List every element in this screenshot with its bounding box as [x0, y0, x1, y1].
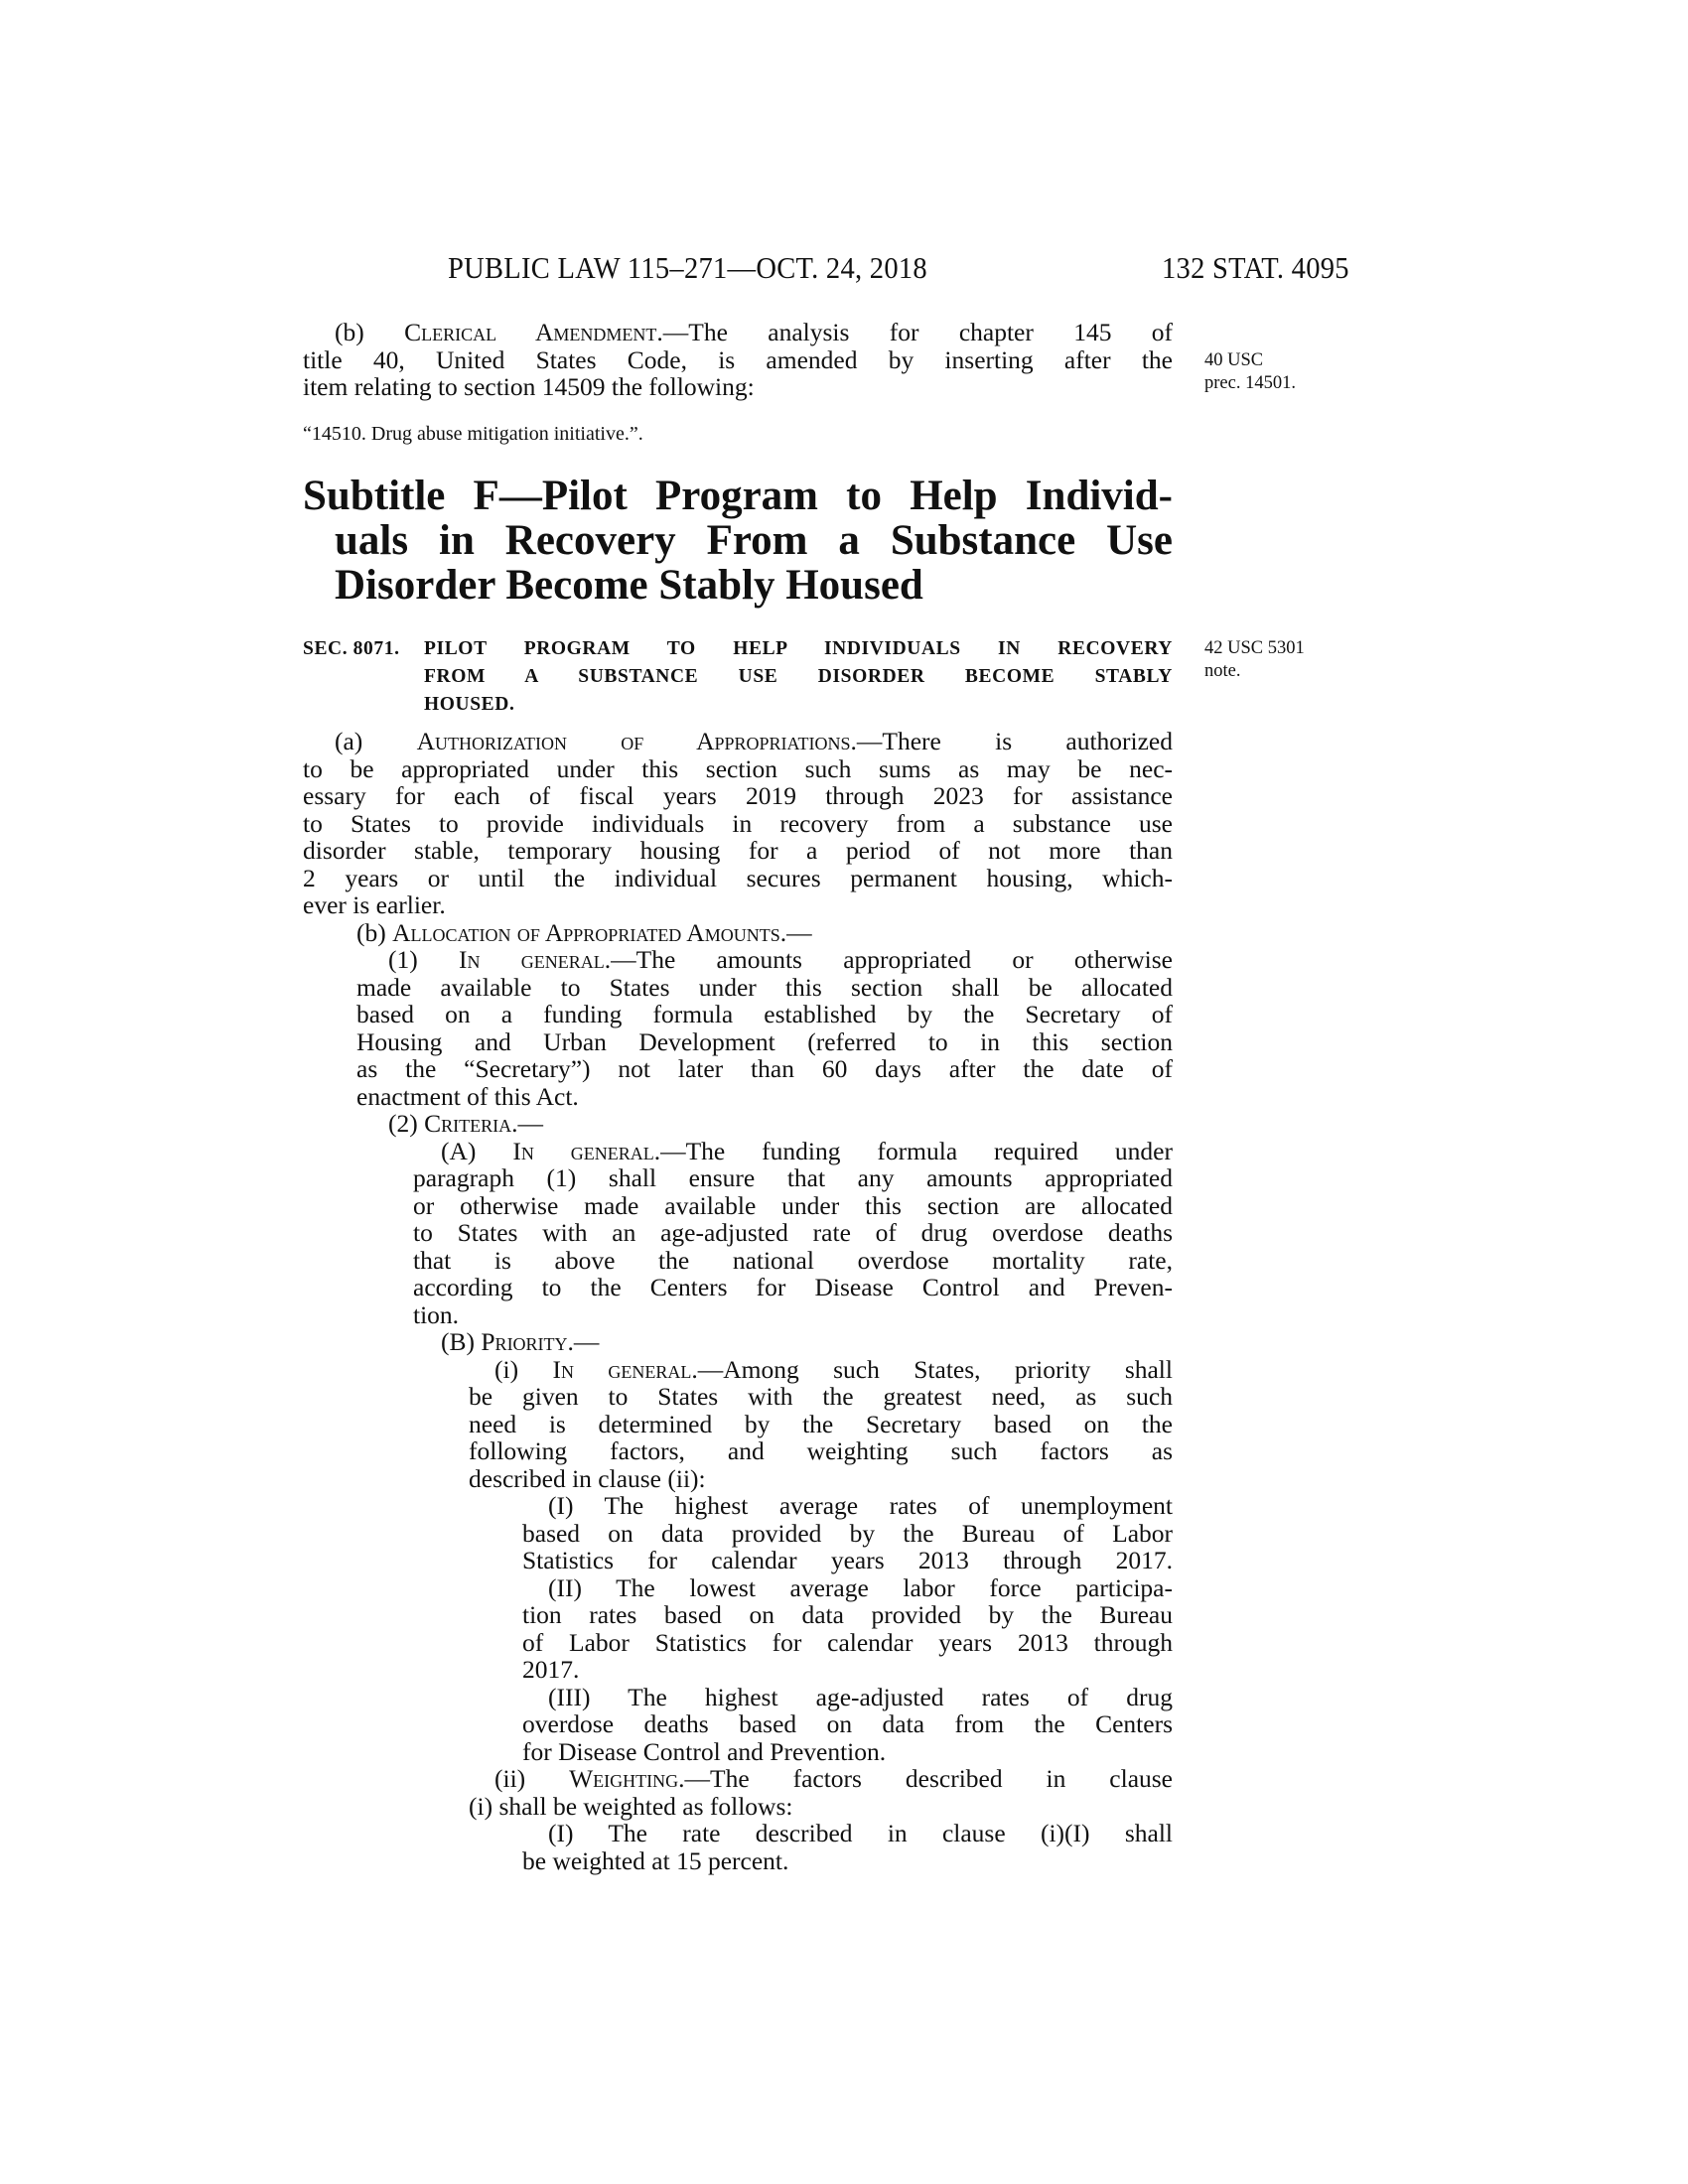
text: Among such States, priority shall	[723, 1354, 1173, 1384]
enum: (B)	[441, 1327, 482, 1356]
text: The funding formula required under	[685, 1136, 1173, 1165]
text: The rate described in clause (i)(I) shall	[608, 1819, 1173, 1847]
section-title-line: HOUSED.	[424, 694, 515, 715]
text-line: 2017.	[522, 1655, 580, 1684]
section-title-line: FROM A SUBSTANCE USE DISORDER BECOME STABLY	[424, 666, 1173, 687]
margin-note: prec. 14501.	[1204, 373, 1296, 393]
text-line: disorder stable, temporary housing for a period of not more than	[303, 836, 1173, 865]
enum: (I)	[548, 1819, 609, 1847]
running-head: PUBLIC LAW 115–271—OCT. 24, 2018	[448, 250, 927, 285]
margin-note: note.	[1204, 661, 1241, 681]
enum: (1)	[388, 945, 460, 974]
text-line: be given to States with the greatest need, as such	[469, 1382, 1173, 1411]
section-title-line: PILOT PROGRAM TO HELP INDIVIDUALS IN RECOVERY	[424, 638, 1173, 659]
enum: (b)	[335, 318, 405, 346]
text-line: (i) shall be weighted as follows:	[469, 1791, 793, 1821]
heading: Weighting.—	[569, 1764, 711, 1793]
text-line: Statistics for calendar years 2013 through 2017.	[522, 1546, 1173, 1574]
text-line: to States with an age-adjusted rate of drug overdose deaths	[413, 1218, 1173, 1247]
text-line: tion.	[413, 1299, 460, 1329]
paragraph-first-line	[388, 1110, 1173, 1138]
text-line: described in clause (ii):	[469, 1463, 706, 1493]
paragraph-first-line	[441, 1328, 1173, 1356]
enum: (III)	[548, 1682, 629, 1711]
text-line: according to the Centers for Disease Control and Preven-	[413, 1273, 1173, 1301]
enum: (a)	[335, 727, 417, 755]
heading: Authorization of Appropriations.—	[416, 727, 883, 755]
subtitle-line: Disorder Become Stably Housed	[335, 562, 923, 609]
text: The highest average rates of unemployment	[604, 1491, 1173, 1520]
text-line: Housing and Urban Development (referred to in this section	[356, 1026, 1173, 1056]
text-line: overdose deaths based on data from the Centers	[522, 1709, 1173, 1738]
text-line: item relating to section 14509 the following:	[303, 372, 755, 401]
heading: In general.—	[552, 1354, 724, 1384]
quoted-item: “14510. Drug abuse mitigation initiative.”.	[303, 423, 643, 445]
text-line: as the “Secretary”) not later than 60 days after the date of	[356, 1054, 1173, 1083]
text-line: to States to provide individuals in recovery from a substance use	[303, 808, 1173, 838]
text: There is authorized	[882, 727, 1173, 755]
text-line: ever is earlier.	[303, 890, 446, 919]
enum: (II)	[548, 1572, 617, 1602]
text: The amounts appropriated or otherwise	[635, 945, 1174, 974]
text-line: based on data provided by the Bureau of Labor	[522, 1518, 1173, 1548]
clerical-first-line	[303, 319, 1173, 346]
text-line: that is above the national overdose mortality rate,	[413, 1245, 1173, 1275]
text-line: following factors, and weighting such factors as	[469, 1436, 1173, 1465]
heading: Clerical Amendment.—	[404, 318, 689, 346]
paragraph-first-line	[548, 1684, 1173, 1711]
text-line: made available to States under this section shall be allocated	[356, 972, 1173, 1002]
enum: (i)	[494, 1354, 553, 1384]
enum: (A)	[441, 1136, 513, 1165]
text: The factors described in clause	[710, 1764, 1174, 1793]
text-line: tion rates based on data provided by the Bureau	[522, 1600, 1173, 1629]
paragraph-first-line	[494, 1356, 1173, 1384]
enum: (2)	[388, 1109, 425, 1138]
text-line: enactment of this Act.	[356, 1081, 579, 1111]
text-line: paragraph (1) shall ensure that any amounts appropriated	[413, 1163, 1173, 1192]
paragraph-first-line	[494, 1765, 1173, 1793]
enum: (ii)	[494, 1764, 570, 1793]
text-line: need is determined by the Secretary based on the	[469, 1409, 1173, 1438]
text-line: for Disease Control and Prevention.	[522, 1736, 887, 1766]
heading: Criteria.—	[424, 1109, 543, 1138]
margin-note: 42 USC 5301	[1204, 638, 1305, 658]
text-line: of Labor Statistics for calendar years 2013 through	[522, 1627, 1173, 1657]
paragraph-first-line	[548, 1820, 1173, 1847]
text-line: title 40, United States Code, is amended by inserting after the	[303, 344, 1173, 374]
paragraph-first-line	[548, 1492, 1173, 1520]
enum: (b)	[356, 917, 393, 947]
text-line: or otherwise made available under this section are allocated	[413, 1190, 1173, 1220]
subtitle-line: uals in Recovery From a Substance Use	[335, 517, 1173, 564]
text-line: essary for each of fiscal years 2019 through 2023 for assistance	[303, 781, 1173, 810]
enum: (I)	[548, 1491, 605, 1520]
subtitle-line: Subtitle F—Pilot Program to Help Individ-	[303, 473, 1173, 519]
text: The analysis for chapter 145 of	[688, 318, 1174, 346]
text-line: 2 years or until the individual secures permanent housing, which-	[303, 863, 1173, 892]
margin-note: 40 USC	[1204, 350, 1264, 370]
paragraph-first-line	[441, 1138, 1173, 1165]
paragraph-first-line	[356, 919, 1173, 947]
paragraph-first-line	[548, 1574, 1173, 1602]
heading: Priority.—	[481, 1327, 600, 1356]
heading: In general.—	[512, 1136, 686, 1165]
heading: In general.—	[459, 945, 636, 974]
page-number: 132 STAT. 4095	[1162, 250, 1349, 285]
paragraph-first-line	[388, 946, 1173, 974]
section-number: SEC. 8071.	[303, 638, 400, 659]
text-line: based on a funding formula established by the Secretary of	[356, 1000, 1173, 1028]
text: The lowest average labor force participa-	[616, 1572, 1173, 1602]
text-line: to be appropriated under this section such sums as may be nec-	[303, 753, 1173, 783]
heading: Allocation of Appropriated Amounts.—	[392, 917, 812, 947]
text-line: be weighted at 15 percent.	[522, 1845, 789, 1875]
text: The highest age-adjusted rates of drug	[628, 1682, 1173, 1711]
paragraph-first-line	[335, 728, 1173, 755]
